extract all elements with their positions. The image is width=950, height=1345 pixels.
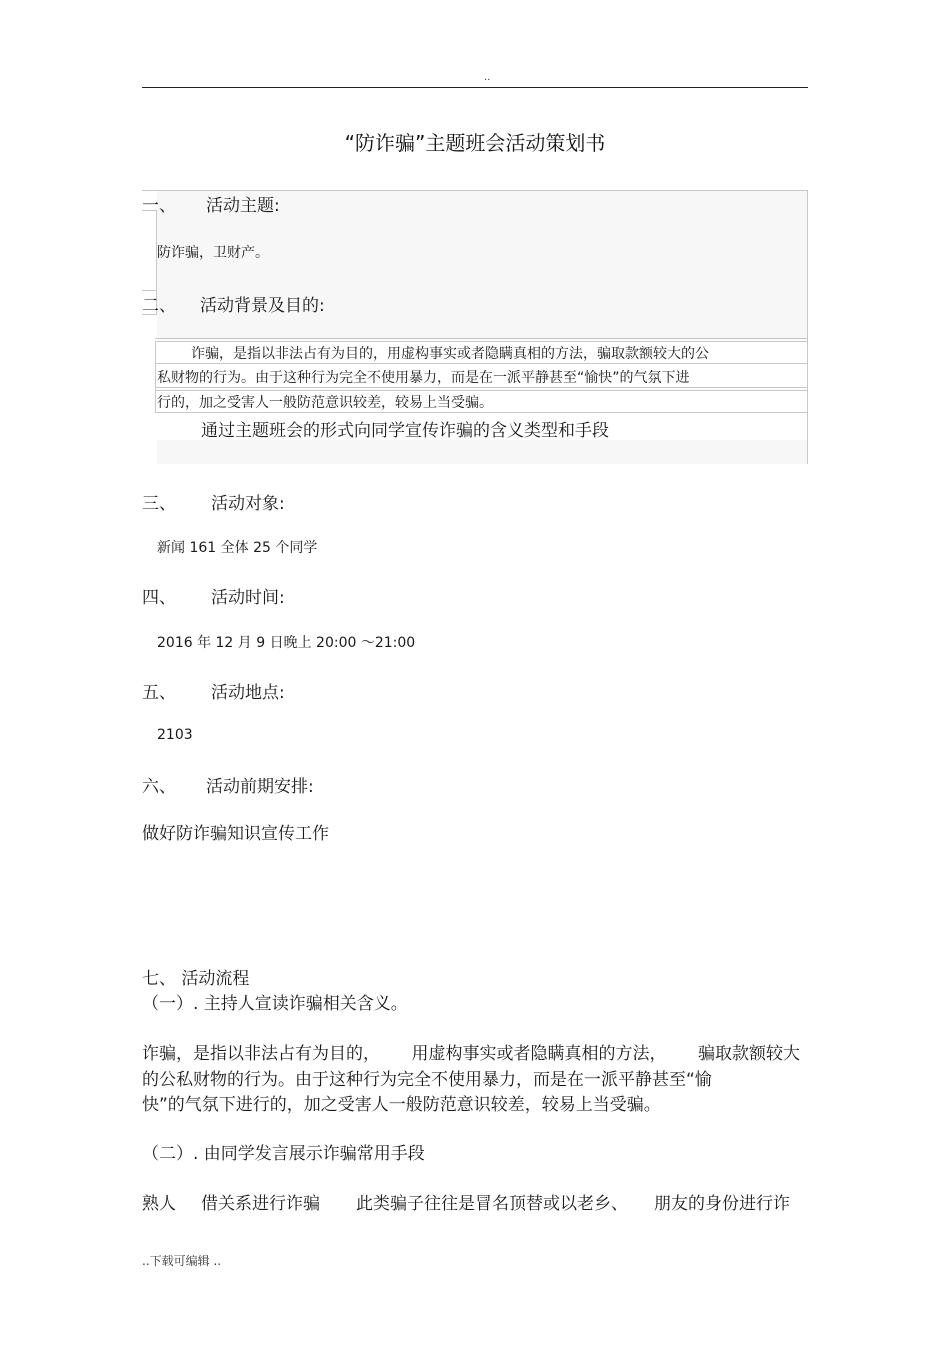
- section-1-content: 防诈骗，卫财产。: [157, 245, 269, 261]
- section-6-label: 活动前期安排:: [206, 777, 314, 797]
- table-border-left-2: [155, 341, 156, 413]
- table-rule-2: [155, 341, 808, 342]
- document-title: “防诈骗”主题班会活动策划书: [344, 131, 606, 155]
- section-5-heading: [142, 678, 285, 703]
- last-line-part-4: 朋友的身份进行诈: [654, 1194, 790, 1214]
- section-6-heading: [142, 772, 314, 797]
- section-2-para-line-3: 行的，加之受害人一般防范意识较差，较易上当受骗。: [157, 395, 493, 411]
- section-1-heading: [142, 191, 280, 216]
- section-1-label: 活动主题:: [206, 196, 280, 216]
- section-5-number: 五、: [142, 683, 176, 703]
- section-2-para-line-2: 私财物的行为。由于这种行为完全不使用暴力，而是在一派平静甚至“愉快”的气氛下进: [157, 370, 690, 386]
- last-line-part-2: 借关系进行诈骗: [201, 1194, 320, 1214]
- section-4-content: 2016 年 12 月 9 日晚上 20:00 ～21:00: [157, 635, 416, 651]
- section-7-step-2: （二）. 由同学发言展示诈骗常用手段: [142, 1144, 425, 1164]
- section-1-number: 一、: [142, 196, 176, 216]
- table-shade-bottom: [157, 440, 807, 464]
- section-3-content: 新闻 161 全体 25 个同学: [157, 540, 318, 556]
- header-rule: [142, 87, 808, 88]
- section-4-label: 活动时间:: [211, 588, 285, 608]
- table-rule-4: [155, 387, 808, 388]
- section-7-para-line-3: 快”的气氛下进行的，加之受害人一般防范意识较差，较易上当受骗。: [142, 1095, 661, 1115]
- para-line-1-part-3: 骗取款额较大: [698, 1044, 800, 1064]
- section-7-heading: 七、 活动流程: [142, 969, 250, 989]
- section-2-heading: [142, 291, 325, 316]
- para-line-1-part-1: 诈骗，是指以非法占有为目的，: [142, 1044, 380, 1064]
- last-line-part-3: 此类骗子往往是冒名顶替或以老乡、: [356, 1194, 628, 1214]
- section-2-purpose: 通过主题班会的形式向同学宣传诈骗的含义类型和手段: [201, 421, 609, 441]
- section-2-number: 二、: [142, 296, 176, 316]
- table-rule-5: [155, 390, 808, 391]
- section-6-content: 做好防诈骗知识宣传工作: [142, 824, 329, 844]
- section-3-heading: [142, 489, 285, 514]
- section-6-number: 六、: [142, 777, 176, 797]
- section-5-label: 活动地点:: [211, 683, 285, 703]
- para-line-1-part-2: 用虚构事实或者隐瞒真相的方法，: [411, 1044, 667, 1064]
- section-2-para-line-1: 诈骗，是指以非法占有为目的，用虚构事实或者隐瞒真相的方法，骗取款额较大的公: [191, 346, 709, 362]
- section-4-number: 四、: [142, 588, 176, 608]
- section-7-para-line-2: 的公私财物的行为。由于这种行为完全不使用暴力，而是在一派平静甚至“愉: [142, 1070, 712, 1090]
- section-5-content: 2103: [157, 727, 193, 743]
- section-7-step-1: （一）. 主持人宣读诈骗相关含义。: [142, 994, 408, 1014]
- last-line-part-1: 熟人: [142, 1194, 176, 1214]
- table-rule-1: [155, 338, 808, 339]
- table-rule-3: [155, 363, 808, 364]
- table-border-right: [807, 190, 808, 464]
- header-dots: ..: [484, 72, 491, 83]
- section-2-label: 活动背景及目的:: [200, 296, 325, 316]
- table-rule-6: [155, 412, 808, 413]
- section-7-para-line-1: [142, 1039, 800, 1064]
- section-4-heading: [142, 583, 285, 608]
- page-footer: ..下载可编辑 ..: [142, 1254, 222, 1268]
- section-3-number: 三、: [142, 494, 176, 514]
- section-3-label: 活动对象:: [211, 494, 285, 514]
